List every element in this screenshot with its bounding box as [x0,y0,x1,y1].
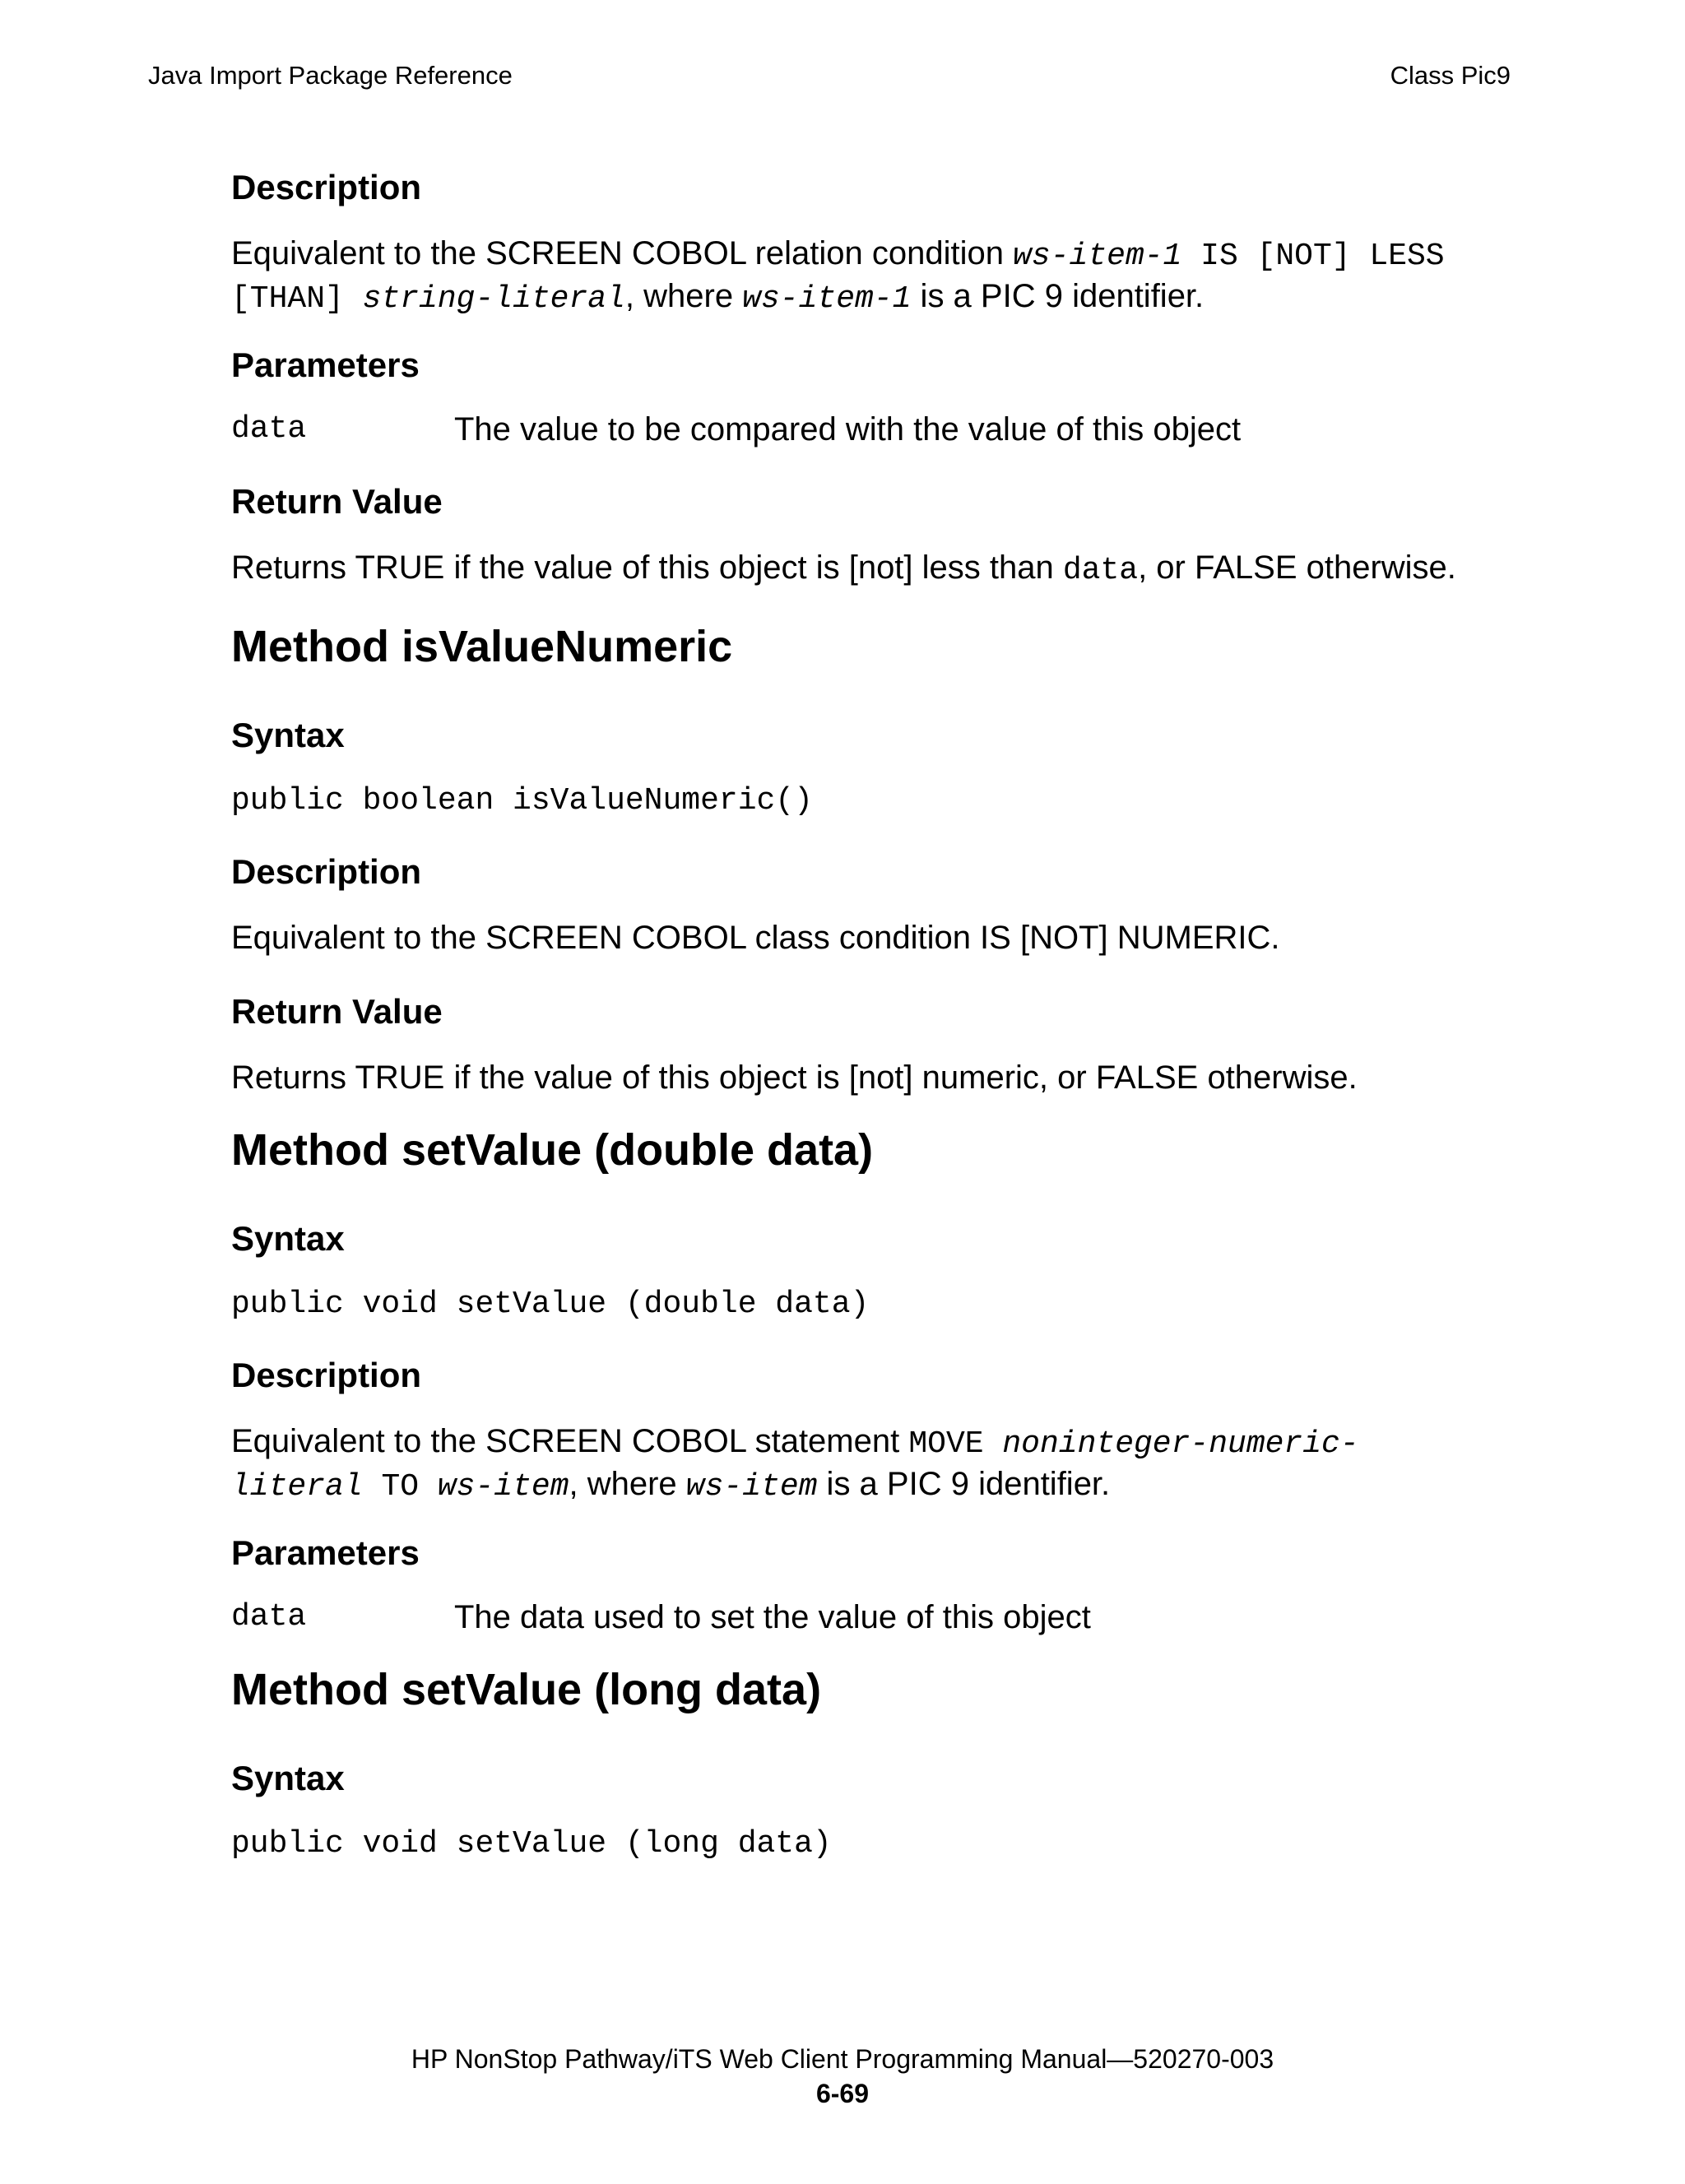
header-left: Java Import Package Reference [148,61,513,90]
syntax-heading: Syntax [231,716,345,754]
parameters-heading: Parameters [231,1533,420,1572]
parameter-name: data [231,1599,307,1635]
description-text: Equivalent to the SCREEN COBOL statement MOVE noninteger-numeric- literal TO ws-item, where ws-item is a PIC 9 identifier. [231,1423,1359,1505]
parameter-row [231,1597,1091,1637]
syntax-code: public void setValue (double data) [231,1287,870,1322]
page-footer [0,2042,1685,2111]
syntax-code: public boolean isValueNumeric() [231,783,813,818]
syntax-code: public void setValue (long data) [231,1826,832,1862]
description-heading: Description [231,168,422,206]
return-value-text: Returns TRUE if the value of this object is [not] numeric, or FALSE otherwise. [231,1060,1358,1096]
manual-title: HP NonStop Pathway/iTS Web Client Programming Manual—520270-003 [411,2044,1274,2074]
description-text: Equivalent to the SCREEN COBOL class condition IS [NOT] NUMERIC. [231,920,1280,956]
syntax-heading: Syntax [231,1219,345,1258]
header-right: Class Pic9 [1390,61,1511,90]
description-heading: Description [231,1356,422,1394]
parameter-description: The value to be compared with the value of this object [454,411,1242,447]
parameter-description: The data used to set the value of this object [454,1599,1091,1635]
method-title-setvalue-long: Method setValue (long data) [231,1665,822,1714]
return-value-text: Returns TRUE if the value of this object is [not] less than data, or FALSE otherwise. [231,549,1456,588]
parameters-heading: Parameters [231,345,420,384]
running-header [148,59,1511,92]
parameter-row [231,410,1241,449]
method-title-setvalue-double: Method setValue (double data) [231,1125,874,1175]
page-number: 6-69 [815,2079,870,2108]
description-heading: Description [231,852,422,891]
method-title-isvaluenumeric: Method isValueNumeric [231,622,733,671]
parameter-name: data [231,411,307,447]
syntax-heading: Syntax [231,1759,345,1797]
return-value-heading: Return Value [231,482,443,521]
return-value-heading: Return Value [231,992,443,1031]
description-text: Equivalent to the SCREEN COBOL relation condition ws-item-1 IS [NOT] LESS [THAN] string-literal, where ws-item-1 is a PIC 9 identifier. [231,235,1445,317]
